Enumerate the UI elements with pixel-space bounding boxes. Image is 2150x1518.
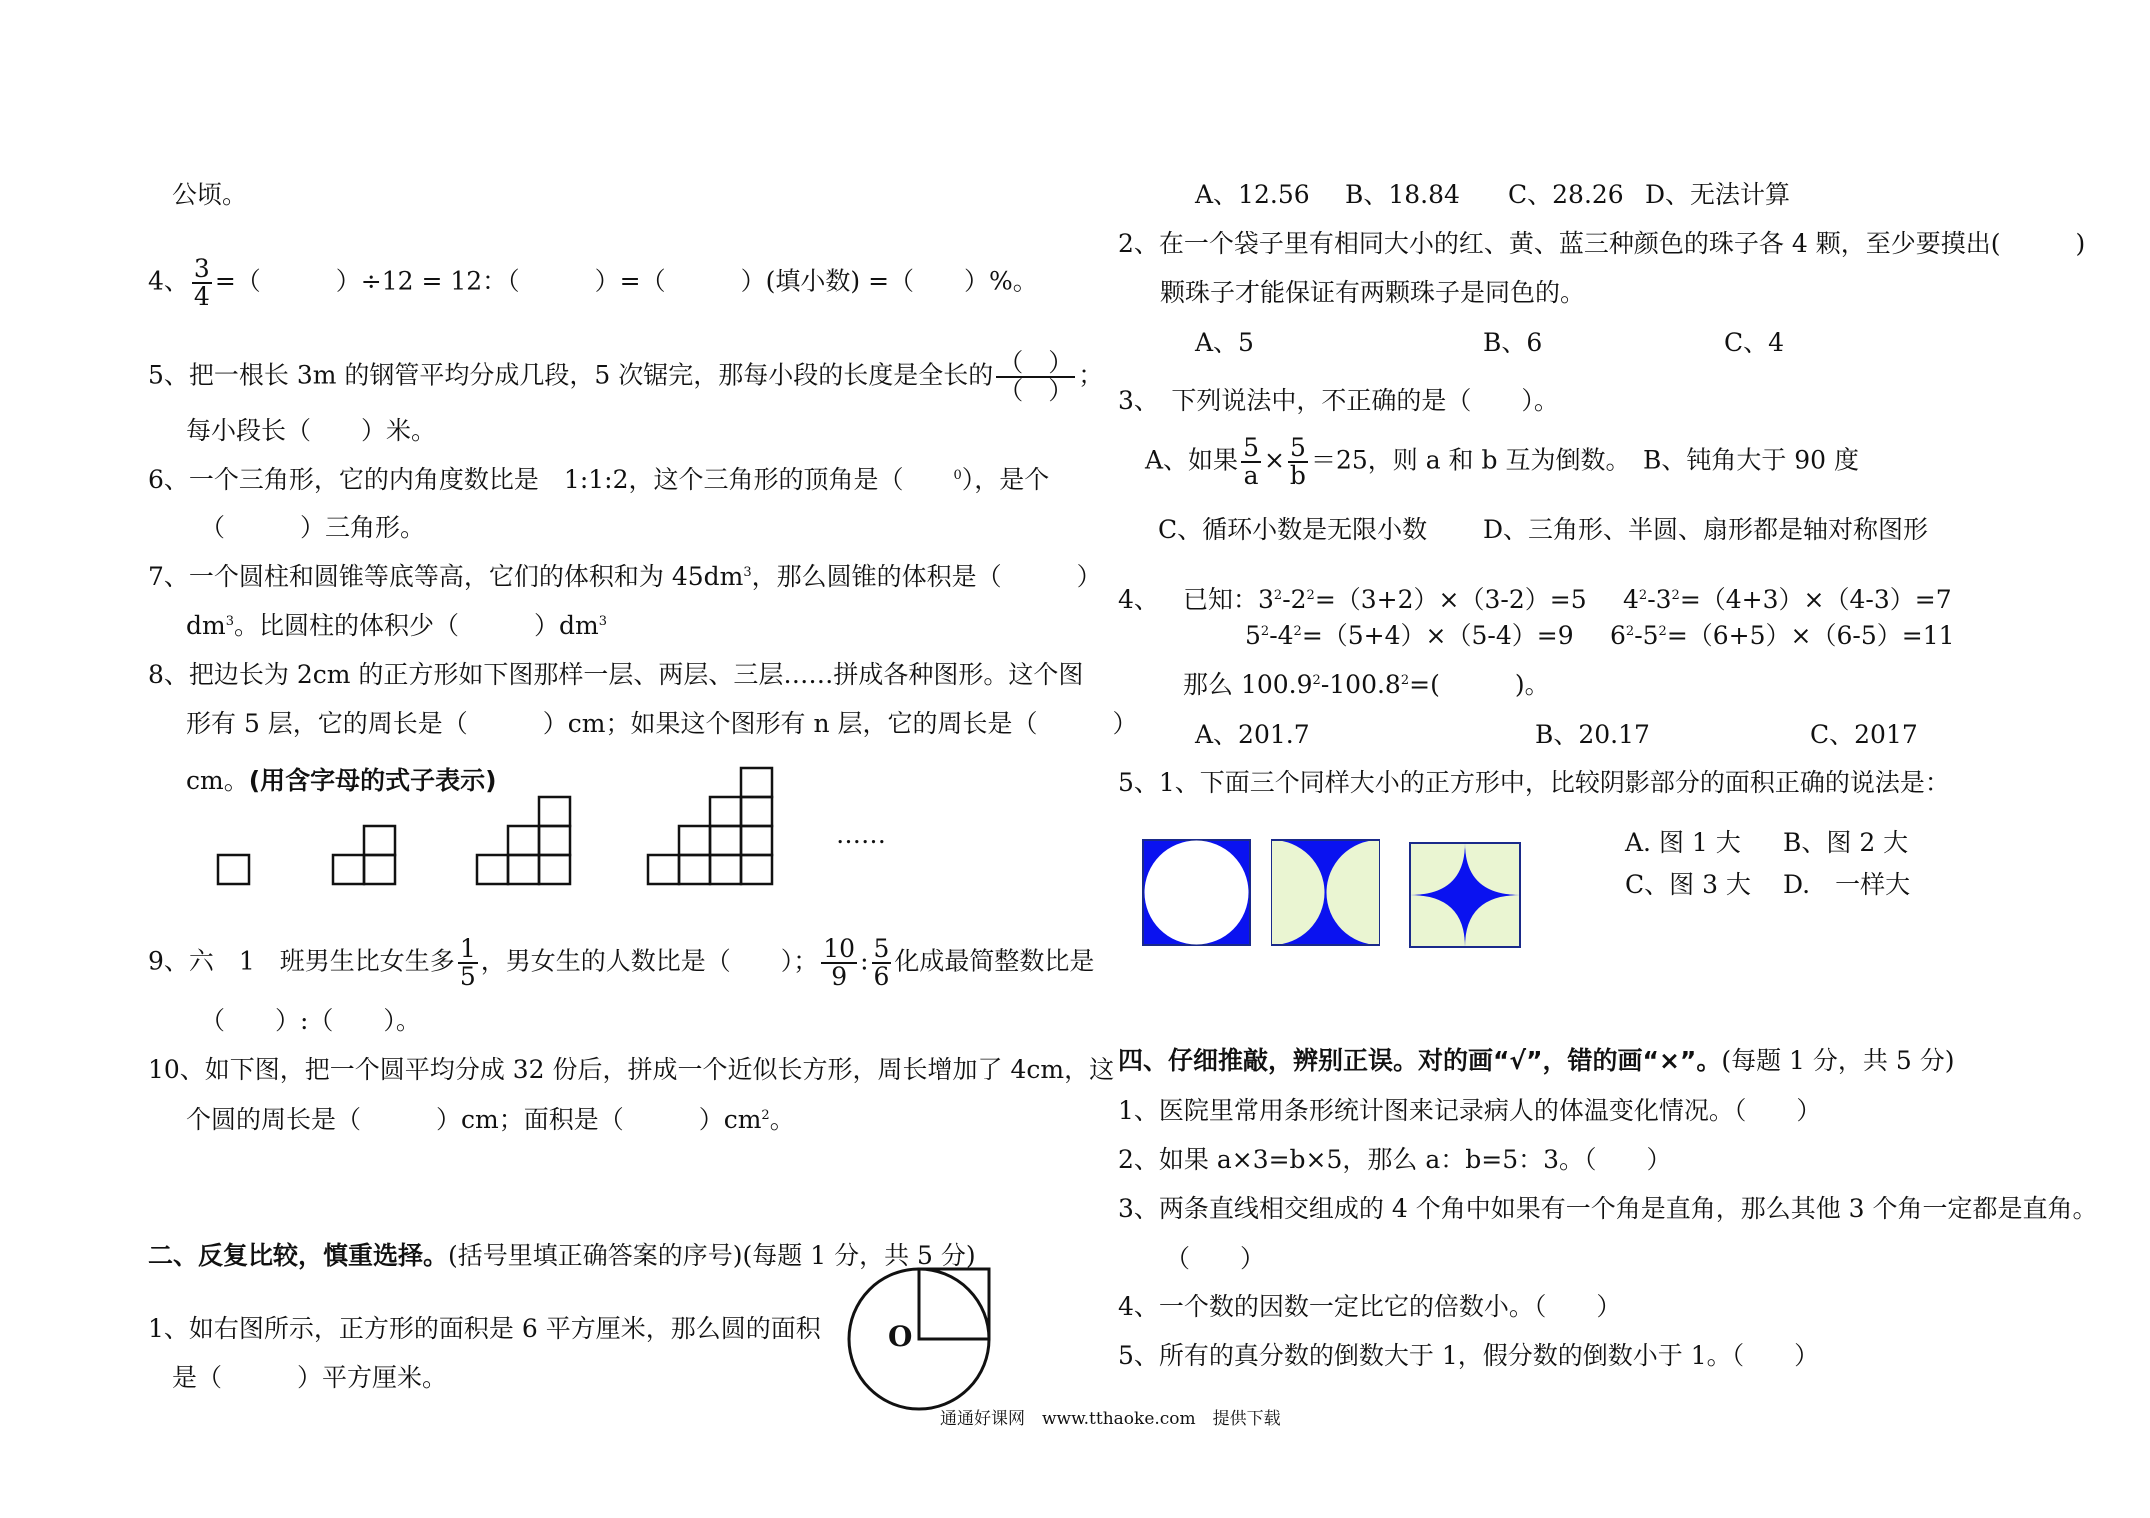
question-9: 9、六 1 班男生比女生多 $\frac{1}{5}$ ，男女生的人数比是（ ）； $\frac{10}{9}$ : $\frac{5}{6}$ 化成最简整数比是: [148, 934, 1095, 991]
q2-opt-b: B、6: [1483, 328, 1543, 357]
q2-opt-a: A、5: [1195, 328, 1254, 357]
judge-3-blank: （ ）: [1165, 1244, 1266, 1273]
judge-2: 2、如果 a×3=b×5，那么 a：b=5：3。（ ）: [1118, 1145, 1672, 1174]
section-4-heading: 四、仔细推敲，辨别正误。对的画“√”，错的画“×”。(每题 1 分，共 5 分): [1118, 1046, 1955, 1075]
question-6-line2: （ ）三角形。: [200, 513, 426, 542]
question-8: 8、把边长为 2cm 的正方形如下图那样一层、两层、三层……拼成各种图形。这个图: [148, 660, 1084, 689]
eq-1: 已知：$3^2-2^2=(3+2)\times(3-2)=5$: [1183, 585, 1587, 614]
q2-opt-c: C、4: [1724, 328, 1785, 357]
q3-opt-c: C、循环小数是无限小数: [1158, 515, 1428, 544]
question-6: 6、一个三角形，它的内角度数比是 1:1:2，这个三角形的顶角是（ $^0$），是个: [148, 465, 1050, 494]
question-8-line2: 形有 5 层，它的周长是（ ）cm；如果这个图形有 n 层，它的周长是（ ）: [186, 709, 1138, 738]
choice-question-2-line2: 颗珠子才能保证有两颗珠子是同色的。: [1160, 278, 1586, 307]
section-2-heading: 二、反复比较，慎重选择。(括号里填正确答案的序号)(每题 1 分，共 5 分): [148, 1241, 976, 1270]
choice-question-1: 1、如右图所示，正方形的面积是 6 平方厘米，那么圆的面积: [148, 1314, 821, 1343]
square-fig-1: [1143, 840, 1250, 945]
square-fig-2: [1272, 840, 1379, 945]
eq-2: $4^2-3^2=(4+3)\times(4-3)=7$: [1623, 585, 1952, 614]
question-5: 5、把一根长 3m 的钢管平均分成几段，5 次锯完，那每小段的长度是全长的 $\frac{( )}{( )}$ ；: [148, 348, 1104, 405]
opt-c: C、28.26: [1508, 180, 1624, 209]
eq-4: $6^2-5^2=(6+5)\times(6-5)=11$: [1610, 621, 1955, 650]
fraction: $\frac{3}{4}$: [193, 254, 210, 311]
q4-ask: 那么 $100.9^2-100.8^2=$( )。: [1183, 670, 1550, 699]
footer-source: 通通好课网 www.tthaoke.com 提供下载: [940, 1409, 1281, 1429]
q4-opt-a: A、201.7: [1195, 720, 1310, 749]
prev-line-end: 公顷。: [172, 180, 248, 209]
choice-question-5: 5、1、下面三个同样大小的正方形中，比较阴影部分的面积正确的说法是：: [1118, 768, 1950, 797]
judge-4: 4、一个数的因数一定比它的倍数小。（ ）: [1118, 1292, 1622, 1321]
q3-opt-d: D、三角形、半圆、扇形都是轴对称图形: [1483, 515, 1929, 544]
fraction-blank: $\frac{( )}{( )}$: [998, 348, 1074, 405]
question-10-line2: 个圆的周长是（ ）cm；面积是（ ）$cm^2$。: [186, 1105, 795, 1134]
q5-opt-d: D. 一样大: [1783, 870, 1911, 899]
question-8-line3: cm。(用含字母的式子表示): [186, 766, 497, 795]
q5-opt-b: B、图 2 大: [1783, 828, 1909, 857]
choice-question-2: 2、在一个袋子里有相同大小的红、黄、蓝三种颜色的珠子各 4 颗，至少要摸出( ): [1118, 229, 2086, 258]
eq-3: $5^2-4^2=(5+4)\times(5-4)=9$: [1245, 621, 1574, 650]
square-fig-3: [1410, 843, 1520, 947]
choice-question-4-num: 4、: [1118, 585, 1159, 614]
judge-5: 5、所有的真分数的倒数大于 1，假分数的倒数小于 1。（ ）: [1118, 1341, 1820, 1370]
question-4: 4、 $\frac{3}{4}$ =（ ）÷12 = 12：（ ）=（ ）(填小数) =（ ）%。: [148, 254, 1038, 311]
judge-3: 3、两条直线相交组成的 4 个角中如果有一个角是直角，那么其他 3 个角一定都是直角。: [1118, 1194, 2098, 1223]
opt-d: D、无法计算: [1645, 180, 1791, 209]
ellipsis: ……: [836, 820, 886, 849]
choice-question-1-line2: 是（ ）平方厘米。: [172, 1363, 448, 1392]
opt-b: B、18.84: [1345, 180, 1460, 209]
choice-question-3: 3、 下列说法中，不正确的是（ ）。: [1118, 386, 1559, 415]
q4-opt-b: B、20.17: [1535, 720, 1650, 749]
question-10: 10、如下图，把一个圆平均分成 32 份后，拼成一个近似长方形，周长增加了 4cm，这: [148, 1055, 1115, 1084]
opt-a: A、12.56: [1195, 180, 1310, 209]
shaded-squares-figure: [0, 0, 1600, 1000]
judge-1: 1、医院里常用条形统计图来记录病人的体温变化情况。（ ）: [1118, 1096, 1822, 1125]
center-o-label: O: [888, 1320, 913, 1353]
question-7-line2: $dm^3$。比圆柱的体积少（ ）$dm^3$: [186, 611, 607, 640]
q5-opt-a: A. 图 1 大: [1625, 828, 1741, 857]
question-5-line2: 每小段长（ ）米。: [186, 416, 437, 445]
q5-opt-c: C、图 3 大: [1625, 870, 1751, 899]
question-7: 7、一个圆柱和圆锥等底等高，它们的体积和为 $45dm^3$，那么圆锥的体积是（ ）: [148, 562, 1102, 591]
question-9-line2: （ ）:（ ）。: [200, 1006, 421, 1035]
q4-opt-c: C、2017: [1810, 720, 1918, 749]
q3-opt-a-b: A、如果 $\frac{5}{a}$ × $\frac{5}{b}$ ＝25，则 a 和 b 互为倒数。 B、钝角大于 90 度: [1145, 433, 1860, 490]
